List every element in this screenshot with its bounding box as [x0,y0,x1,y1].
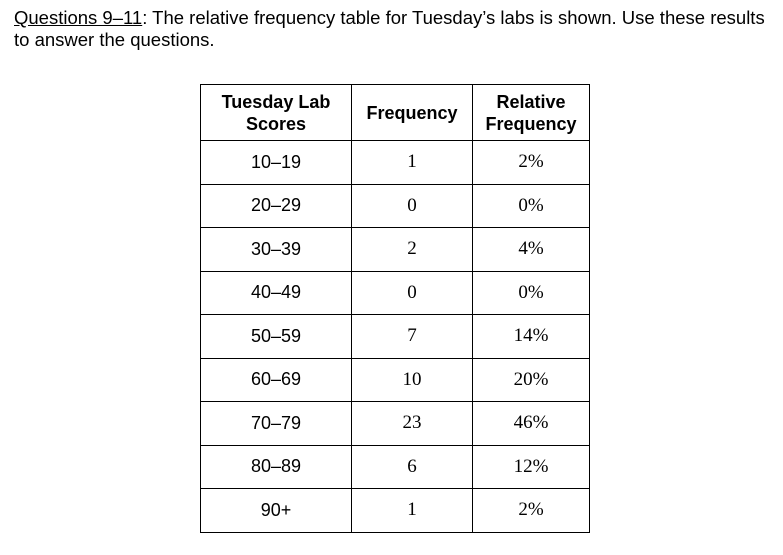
frequency-cell: 6 [352,445,473,489]
relative-frequency-cell: 4% [473,228,590,272]
question-label: Questions 9–11 [14,7,143,28]
score-range-cell: 20–29 [201,184,352,228]
score-range-cell: 40–49 [201,271,352,315]
score-range-cell: 60–69 [201,358,352,402]
table-row [201,489,590,533]
relative-frequency-cell: 12% [473,445,590,489]
table-row [201,271,590,315]
header-frequency-label: Frequency [366,102,458,123]
relative-frequency-cell: 0% [473,271,590,315]
frequency-cell: 10 [352,358,473,402]
header-relative-line1: Relative [496,91,566,112]
score-range-cell: 80–89 [201,445,352,489]
header-lab-scores [201,85,352,141]
table-row [201,184,590,228]
relative-frequency-cell: 46% [473,402,590,446]
relative-frequency-cell: 2% [473,141,590,185]
frequency-cell: 2 [352,228,473,272]
frequency-cell: 23 [352,402,473,446]
question-prompt [14,7,774,51]
table-row [201,402,590,446]
table-row [201,358,590,402]
frequency-cell: 0 [352,184,473,228]
score-range-cell: 50–59 [201,315,352,359]
header-frequency [352,85,473,141]
frequency-cell: 1 [352,141,473,185]
relative-frequency-cell: 2% [473,489,590,533]
header-lab-scores-line2: Scores [245,113,307,134]
score-range-cell: 30–39 [201,228,352,272]
table-row [201,315,590,359]
frequency-cell: 1 [352,489,473,533]
question-text: : The relative frequency table for Tuesday’s labs is shown. Use these results to answer the questions. [14,7,765,50]
relative-frequency-cell: 14% [473,315,590,359]
header-relative-line2: Frequency [485,113,577,134]
relative-frequency-cell: 0% [473,184,590,228]
frequency-cell: 7 [352,315,473,359]
table-row [201,445,590,489]
header-relative-frequency [473,85,590,141]
table-row [201,141,590,185]
frequency-cell: 0 [352,271,473,315]
relative-frequency-table [200,84,590,533]
relative-frequency-cell: 20% [473,358,590,402]
score-range-cell: 10–19 [201,141,352,185]
table-row [201,228,590,272]
score-range-cell: 90+ [201,489,352,533]
score-range-cell: 70–79 [201,402,352,446]
table-header-row [201,85,590,141]
header-lab-scores-line1: Tuesday Lab [221,91,331,112]
